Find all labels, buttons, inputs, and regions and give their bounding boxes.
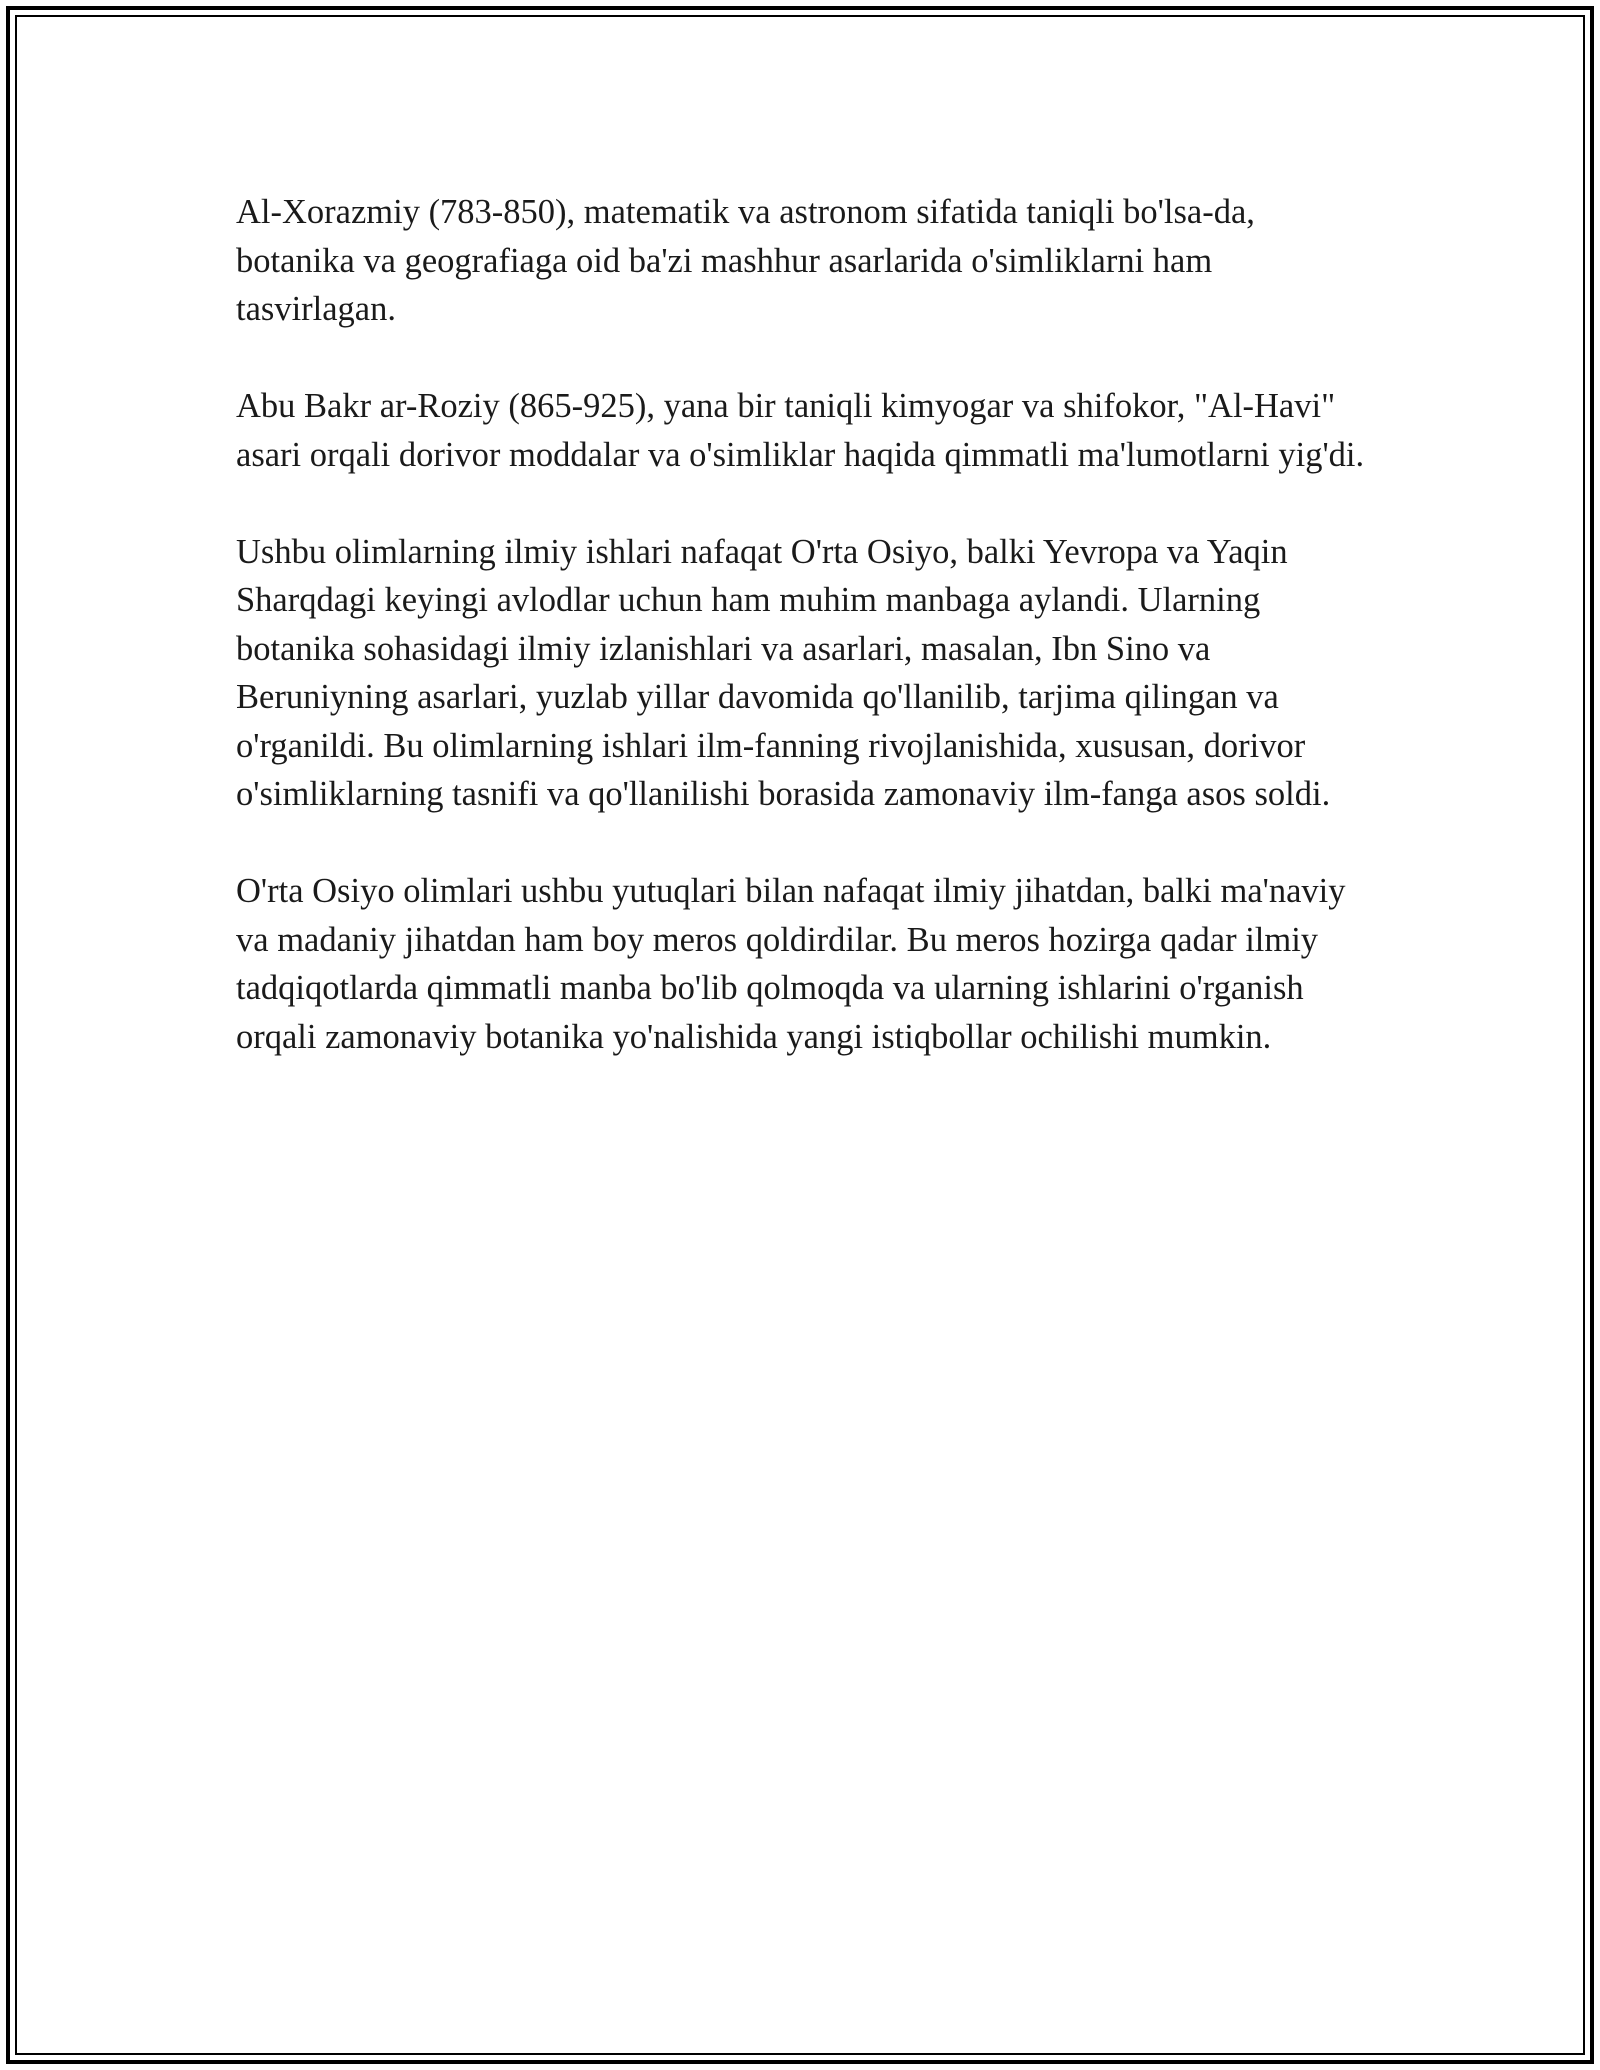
document-body bbox=[236, 188, 1366, 1110]
paragraph-ar-roziy: Abu Bakr ar-Roziy (865-925), yana bir taniqli kimyogar va shifokor, "Al-Havi" asari orqali dorivor moddalar va o'simliklar haqida qimmatli ma'lumotlarni yig'di. bbox=[236, 387, 1365, 474]
paragraph-scholars-legacy: Ushbu olimlarning ilmiy ishlari nafaqat O'rta Osiyo, balki Yevropa va Yaqin Sharqdagi keyingi avlodlar uchun ham muhim manbaga aylandi. Ularning botanika sohasidagi ilmiy izlanishlari va asarlari, masalan, Ibn Sino va Beruniyning asarlari, yuzlab yillar davomida qo'llanilib, tarjima qilingan va o'rganildi. Bu olimlarning ishlari ilm-fanning rivojlanishida, xususan, dorivor o'simliklarning tasnifi va qo'llanilishi borasida zamonaviy ilm-fanga asos soldi. bbox=[236, 532, 1331, 813]
paragraph-central-asia-heritage: O'rta Osiyo olimlari ushbu yutuqlari bilan nafaqat ilmiy jihatdan, balki ma'naviy va madaniy jihatdan ham boy meros qoldirdilar. Bu meros hozirga qadar ilmiy tadqiqotlarda qimmatli manba bo'lib qolmoqda va ularning ishlarini o'rganish orqali zamonaviy botanika yo'nalishida yangi istiqbollar ochilishi mumkin. bbox=[236, 872, 1346, 1056]
paragraph-al-xorazmiy: Al-Xorazmiy (783-850), matematik va astronom sifatida taniqli bo'lsa-da, botanika va geografiaga oid ba'zi mashhur asarlarida o'simliklarni ham tasvirlagan. bbox=[236, 193, 1255, 328]
